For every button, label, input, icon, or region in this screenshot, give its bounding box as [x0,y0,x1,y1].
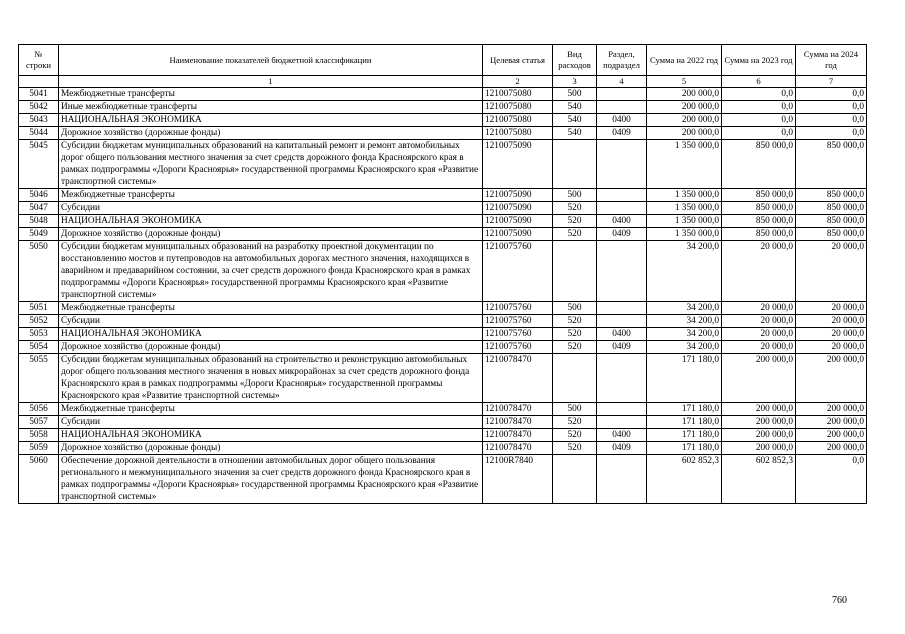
row-section [597,455,647,504]
row-sum-2023: 20 000,0 [722,341,796,354]
row-code: 5054 [19,341,59,354]
table-row [19,416,867,429]
row-sum-2022: 1 350 000,0 [647,215,722,228]
row-section [597,302,647,315]
row-sum-2024: 200 000,0 [796,354,867,403]
row-target: 1210075760 [483,302,553,315]
header-section: Раздел, подраздел [597,45,647,76]
row-section [597,403,647,416]
table-body [19,88,867,504]
table-row [19,455,867,504]
row-sum-2022: 602 852,3 [647,455,722,504]
row-kind: 520 [553,215,597,228]
row-sum-2022: 171 180,0 [647,429,722,442]
row-target: 1210075760 [483,341,553,354]
row-name: Субсидии бюджетам муниципальных образований на разработку проектной документации по восстановлению мостов и путепроводов на автомобильных дорогах местного значения, находящихся в аварийном и предаварийном состоянии, за счет средств дорожного фонда Красноярского края в рамках подпрограммы «Дороги Красноярья» государственной программы Красноярского края «Развитие транспортной системы» [59,241,483,302]
table-row [19,354,867,403]
row-code: 5044 [19,127,59,140]
row-sum-2023: 602 852,3 [722,455,796,504]
row-section: 0400 [597,215,647,228]
row-sum-2024: 20 000,0 [796,302,867,315]
row-sum-2022: 1 350 000,0 [647,228,722,241]
row-code: 5051 [19,302,59,315]
header-2023: Сумма на 2023 год [722,45,796,76]
table-row [19,341,867,354]
row-target: 1210075760 [483,241,553,302]
row-section [597,101,647,114]
row-name: Субсидии бюджетам муниципальных образований на капитальный ремонт и ремонт автомобильных дорог общего пользования местного значения за счет средств дорожного фонда Красноярского края в рамках подпрограммы «Дороги Красноярья» государственной программы Красноярского края «Развитие транспортной системы» [59,140,483,189]
page-number: 760 [832,595,847,606]
row-sum-2023: 20 000,0 [722,315,796,328]
row-code: 5042 [19,101,59,114]
row-sum-2024: 200 000,0 [796,416,867,429]
column-number: 4 [597,76,647,88]
row-section: 0409 [597,442,647,455]
row-name: Дорожное хозяйство (дорожные фонды) [59,341,483,354]
header-row-no: № строки [19,45,59,76]
row-target: 1210075760 [483,315,553,328]
row-sum-2022: 171 180,0 [647,442,722,455]
row-code: 5043 [19,114,59,127]
row-kind: 520 [553,315,597,328]
row-target: 1210075080 [483,127,553,140]
row-code: 5056 [19,403,59,416]
row-target: 1210078470 [483,403,553,416]
row-section: 0409 [597,341,647,354]
table-row [19,315,867,328]
row-target: 1210075090 [483,189,553,202]
row-sum-2022: 1 350 000,0 [647,140,722,189]
row-sum-2024: 850 000,0 [796,202,867,215]
row-name: НАЦИОНАЛЬНАЯ ЭКОНОМИКА [59,429,483,442]
row-kind [553,140,597,189]
row-code: 5046 [19,189,59,202]
row-name: Межбюджетные трансферты [59,403,483,416]
table-row [19,140,867,189]
table-header-row [19,45,867,76]
row-name: Иные межбюджетные трансферты [59,101,483,114]
row-sum-2023: 0,0 [722,101,796,114]
row-name: Межбюджетные трансферты [59,189,483,202]
row-kind [553,354,597,403]
table-row [19,88,867,101]
row-sum-2024: 200 000,0 [796,429,867,442]
row-sum-2023: 200 000,0 [722,354,796,403]
row-kind: 500 [553,302,597,315]
header-target: Целевая статья [483,45,553,76]
row-sum-2024: 850 000,0 [796,140,867,189]
row-code: 5060 [19,455,59,504]
row-sum-2024: 200 000,0 [796,442,867,455]
row-sum-2022: 200 000,0 [647,101,722,114]
row-target: 1210075090 [483,140,553,189]
row-target: 1210078470 [483,442,553,455]
row-sum-2023: 0,0 [722,127,796,140]
table-row [19,202,867,215]
row-sum-2022: 1 350 000,0 [647,189,722,202]
row-sum-2023: 850 000,0 [722,215,796,228]
row-name: Дорожное хозяйство (дорожные фонды) [59,228,483,241]
row-name: НАЦИОНАЛЬНАЯ ЭКОНОМИКА [59,114,483,127]
table-row [19,101,867,114]
row-code: 5045 [19,140,59,189]
row-sum-2023: 850 000,0 [722,189,796,202]
row-section: 0409 [597,127,647,140]
row-sum-2022: 34 200,0 [647,341,722,354]
row-code: 5059 [19,442,59,455]
row-kind: 500 [553,88,597,101]
row-code: 5050 [19,241,59,302]
row-sum-2022: 34 200,0 [647,241,722,302]
row-sum-2022: 200 000,0 [647,88,722,101]
column-number: 6 [722,76,796,88]
row-sum-2022: 171 180,0 [647,416,722,429]
row-code: 5052 [19,315,59,328]
row-code: 5055 [19,354,59,403]
row-section: 0409 [597,228,647,241]
column-number: 2 [483,76,553,88]
table-row [19,302,867,315]
budget-table [18,44,867,504]
row-code: 5058 [19,429,59,442]
row-sum-2022: 34 200,0 [647,302,722,315]
row-section [597,202,647,215]
row-sum-2024: 200 000,0 [796,403,867,416]
row-sum-2024: 850 000,0 [796,228,867,241]
row-name: Субсидии [59,315,483,328]
row-target: 1210078470 [483,429,553,442]
row-sum-2024: 0,0 [796,101,867,114]
row-code: 5049 [19,228,59,241]
row-section [597,354,647,403]
row-name: Субсидии [59,416,483,429]
row-kind: 540 [553,114,597,127]
row-sum-2023: 20 000,0 [722,241,796,302]
row-kind: 520 [553,328,597,341]
row-target: 1210075760 [483,328,553,341]
row-kind: 540 [553,127,597,140]
row-kind: 520 [553,202,597,215]
table-row [19,127,867,140]
column-number [19,76,59,88]
row-target: 1210075080 [483,88,553,101]
table-row [19,442,867,455]
row-sum-2023: 200 000,0 [722,442,796,455]
row-section: 0400 [597,429,647,442]
row-section [597,189,647,202]
header-kind: Вид расходов [553,45,597,76]
row-code: 5041 [19,88,59,101]
row-sum-2024: 0,0 [796,455,867,504]
column-number: 5 [647,76,722,88]
row-kind: 520 [553,416,597,429]
table-row [19,189,867,202]
row-sum-2022: 34 200,0 [647,328,722,341]
row-section [597,88,647,101]
row-sum-2024: 20 000,0 [796,341,867,354]
row-kind: 520 [553,228,597,241]
row-code: 5053 [19,328,59,341]
row-section [597,315,647,328]
row-sum-2022: 200 000,0 [647,114,722,127]
row-sum-2023: 0,0 [722,88,796,101]
column-number: 3 [553,76,597,88]
row-sum-2023: 850 000,0 [722,228,796,241]
row-sum-2024: 0,0 [796,88,867,101]
row-target: 1210075080 [483,114,553,127]
row-target: 1210075090 [483,215,553,228]
row-kind [553,455,597,504]
row-kind: 520 [553,341,597,354]
row-kind [553,241,597,302]
column-number-row [19,76,867,88]
row-sum-2022: 171 180,0 [647,403,722,416]
row-name: НАЦИОНАЛЬНАЯ ЭКОНОМИКА [59,328,483,341]
row-sum-2024: 0,0 [796,127,867,140]
row-sum-2024: 850 000,0 [796,189,867,202]
column-number: 1 [59,76,483,88]
row-sum-2022: 34 200,0 [647,315,722,328]
row-section [597,416,647,429]
row-sum-2023: 200 000,0 [722,429,796,442]
row-target: 1210075090 [483,202,553,215]
row-sum-2023: 20 000,0 [722,302,796,315]
row-sum-2024: 0,0 [796,114,867,127]
row-sum-2024: 20 000,0 [796,241,867,302]
table-row [19,114,867,127]
header-2024: Сумма на 2024 год [796,45,867,76]
table-row [19,328,867,341]
row-name: Межбюджетные трансферты [59,88,483,101]
table-row [19,215,867,228]
row-name: Субсидии [59,202,483,215]
row-sum-2022: 171 180,0 [647,354,722,403]
row-sum-2023: 850 000,0 [722,140,796,189]
row-sum-2023: 200 000,0 [722,403,796,416]
header-2022: Сумма на 2022 год [647,45,722,76]
column-number: 7 [796,76,867,88]
row-sum-2023: 850 000,0 [722,202,796,215]
row-sum-2024: 20 000,0 [796,328,867,341]
row-target: 1210078470 [483,354,553,403]
row-code: 5048 [19,215,59,228]
row-kind: 500 [553,403,597,416]
row-section: 0400 [597,114,647,127]
row-sum-2023: 0,0 [722,114,796,127]
row-section: 0400 [597,328,647,341]
row-target: 1210075090 [483,228,553,241]
row-sum-2023: 200 000,0 [722,416,796,429]
row-sum-2024: 850 000,0 [796,215,867,228]
table-row [19,241,867,302]
row-section [597,241,647,302]
row-sum-2023: 20 000,0 [722,328,796,341]
row-kind: 500 [553,189,597,202]
row-code: 5047 [19,202,59,215]
row-name: Дорожное хозяйство (дорожные фонды) [59,127,483,140]
row-name: Межбюджетные трансферты [59,302,483,315]
row-section [597,140,647,189]
row-kind: 520 [553,429,597,442]
row-name: Дорожное хозяйство (дорожные фонды) [59,442,483,455]
row-kind: 540 [553,101,597,114]
row-target: 1210078470 [483,416,553,429]
table-row [19,403,867,416]
row-name: Субсидии бюджетам муниципальных образований на строительство и реконструкцию автомобильных дорог общего пользования местного значения в новых микрорайонах за счет средств дорожного фонда Красноярского края в рамках подпрограммы «Дороги Красноярья» государственной программы Красноярского края «Развитие транспортной системы» [59,354,483,403]
row-sum-2024: 20 000,0 [796,315,867,328]
row-sum-2022: 200 000,0 [647,127,722,140]
row-name: Обеспечение дорожной деятельности в отношении автомобильных дорог общего пользования регионального и межмуниципального значения за счет средств дорожного фонда Красноярского края в рамках подпрограммы «Дороги Красноярья» государственной программы Красноярского края «Развитие транспортной системы» [59,455,483,504]
row-target: 12100R7840 [483,455,553,504]
header-name: Наименование показателей бюджетной классификации [59,45,483,76]
table-row [19,429,867,442]
row-name: НАЦИОНАЛЬНАЯ ЭКОНОМИКА [59,215,483,228]
row-code: 5057 [19,416,59,429]
row-sum-2022: 1 350 000,0 [647,202,722,215]
table-row [19,228,867,241]
row-kind: 520 [553,442,597,455]
row-target: 1210075080 [483,101,553,114]
